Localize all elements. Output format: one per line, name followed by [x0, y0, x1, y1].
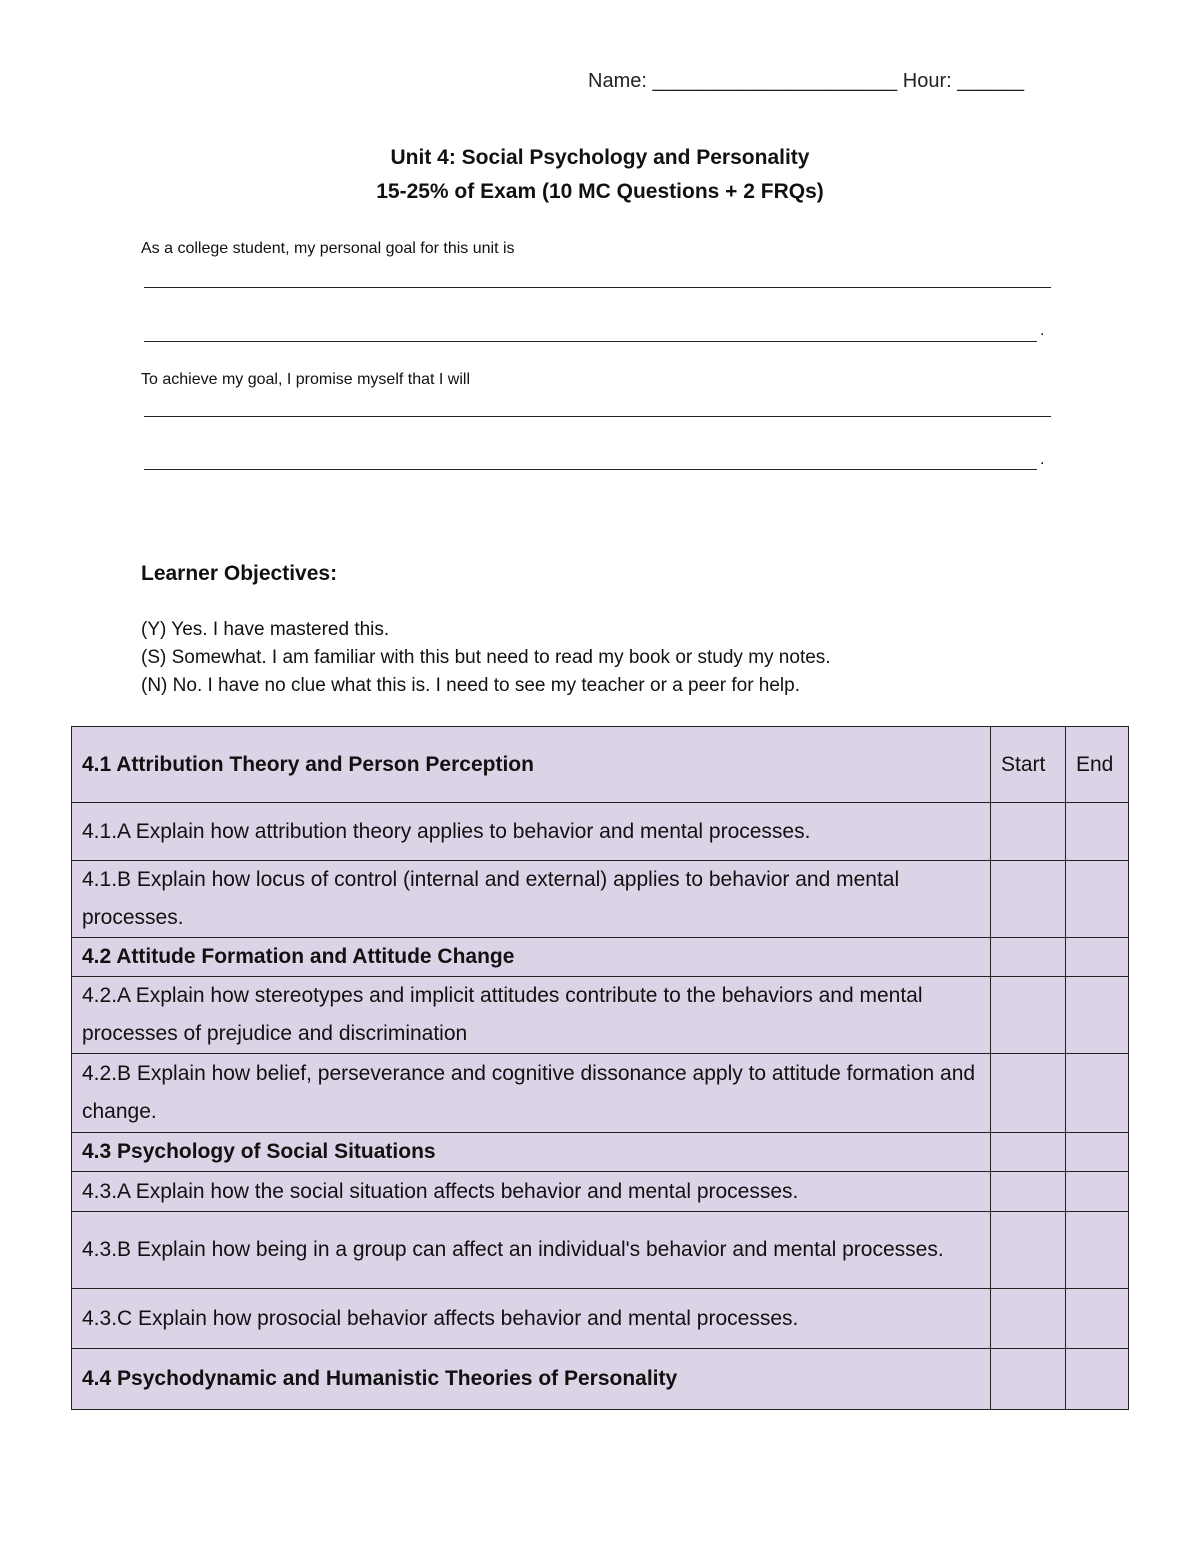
goal-period: .: [1040, 322, 1045, 339]
table-row: [72, 1054, 1129, 1133]
end-check-cell[interactable]: [1066, 1133, 1129, 1172]
end-check-cell[interactable]: [1066, 977, 1129, 1054]
start-check-cell[interactable]: [991, 938, 1066, 977]
end-check-cell[interactable]: [1066, 1212, 1129, 1289]
start-check-cell[interactable]: [991, 1349, 1066, 1410]
section-row: [72, 938, 1129, 977]
objective-text: 4.3.C Explain how prosocial behavior affects behavior and mental processes.: [72, 1289, 991, 1349]
table-row: [72, 977, 1129, 1054]
end-check-cell[interactable]: [1066, 803, 1129, 861]
table-row: [72, 1289, 1129, 1349]
name-blank: ______________________: [652, 70, 898, 92]
promise-answer-line-1: [144, 416, 1051, 417]
end-check-cell[interactable]: [1066, 861, 1129, 938]
exam-weight-subtitle: 15-25% of Exam (10 MC Questions + 2 FRQs): [376, 180, 824, 203]
start-check-cell[interactable]: [991, 803, 1066, 861]
section-title: 4.4 Psychodynamic and Humanistic Theories of Personality: [72, 1349, 991, 1410]
start-check-cell[interactable]: [991, 1212, 1066, 1289]
objectives-table: [71, 726, 1129, 1410]
end-check-cell[interactable]: [1066, 1054, 1129, 1133]
goal-answer-line-1: [144, 287, 1051, 288]
goal-answer-line-2: [144, 341, 1037, 342]
section-title: 4.2 Attitude Formation and Attitude Change: [72, 938, 991, 977]
table-row: [72, 803, 1129, 861]
section-row: [72, 1133, 1129, 1172]
legend-no: (N) No. I have no clue what this is. I need to see my teacher or a peer for help.: [141, 675, 800, 696]
header-end-cell: End: [1066, 727, 1129, 803]
start-label: Start: [1001, 752, 1046, 776]
end-check-cell[interactable]: [1066, 1289, 1129, 1349]
table-row: [72, 1172, 1129, 1212]
section-row: [72, 1349, 1129, 1410]
hour-blank: ______: [957, 70, 1024, 92]
promise-prompt: To achieve my goal, I promise myself that I will: [141, 371, 471, 388]
end-check-cell[interactable]: [1066, 1349, 1129, 1410]
start-check-cell[interactable]: [991, 1289, 1066, 1349]
goal-prompt: As a college student, my personal goal for this unit is: [141, 240, 515, 257]
header-topic-cell: 4.1 Attribution Theory and Person Perception: [72, 727, 991, 803]
table-header-row: [72, 727, 1129, 803]
start-check-cell[interactable]: [991, 1172, 1066, 1212]
objective-text: 4.1.B Explain how locus of control (internal and external) applies to behavior and mental processes.: [72, 861, 991, 938]
objective-text: 4.1.A Explain how attribution theory applies to behavior and mental processes.: [72, 803, 991, 861]
header-start-cell: [991, 727, 1066, 803]
table-row: [72, 1212, 1129, 1289]
start-check-cell[interactable]: [991, 977, 1066, 1054]
hour-label: Hour:: [902, 70, 952, 92]
learner-objectives-heading: Learner Objectives:: [141, 562, 338, 585]
objective-text: 4.2.A Explain how stereotypes and implicit attitudes contribute to the behaviors and mental processes of prejudice and discrimination: [72, 977, 991, 1054]
objective-text: 4.3.B Explain how being in a group can affect an individual's behavior and mental processes.: [72, 1212, 991, 1289]
name-hour-line: [588, 70, 1024, 93]
start-check-cell[interactable]: [991, 1133, 1066, 1172]
objective-text: 4.3.A Explain how the social situation affects behavior and mental processes.: [72, 1172, 991, 1212]
promise-period: .: [1040, 451, 1045, 468]
end-check-cell[interactable]: [1066, 938, 1129, 977]
start-check-cell[interactable]: [991, 861, 1066, 938]
start-check-cell[interactable]: [991, 1054, 1066, 1133]
end-check-cell[interactable]: [1066, 1172, 1129, 1212]
unit-title: Unit 4: Social Psychology and Personality: [390, 146, 810, 169]
promise-answer-line-2: [144, 469, 1037, 470]
section-title: 4.3 Psychology of Social Situations: [72, 1133, 991, 1172]
table-row: [72, 861, 1129, 938]
legend-somewhat: (S) Somewhat. I am familiar with this but need to read my book or study my notes.: [141, 647, 831, 668]
name-label: Name:: [588, 70, 647, 92]
objective-text: 4.2.B Explain how belief, perseverance and cognitive dissonance apply to attitude formation and change.: [72, 1054, 991, 1133]
legend-yes: (Y) Yes. I have mastered this.: [141, 619, 390, 640]
